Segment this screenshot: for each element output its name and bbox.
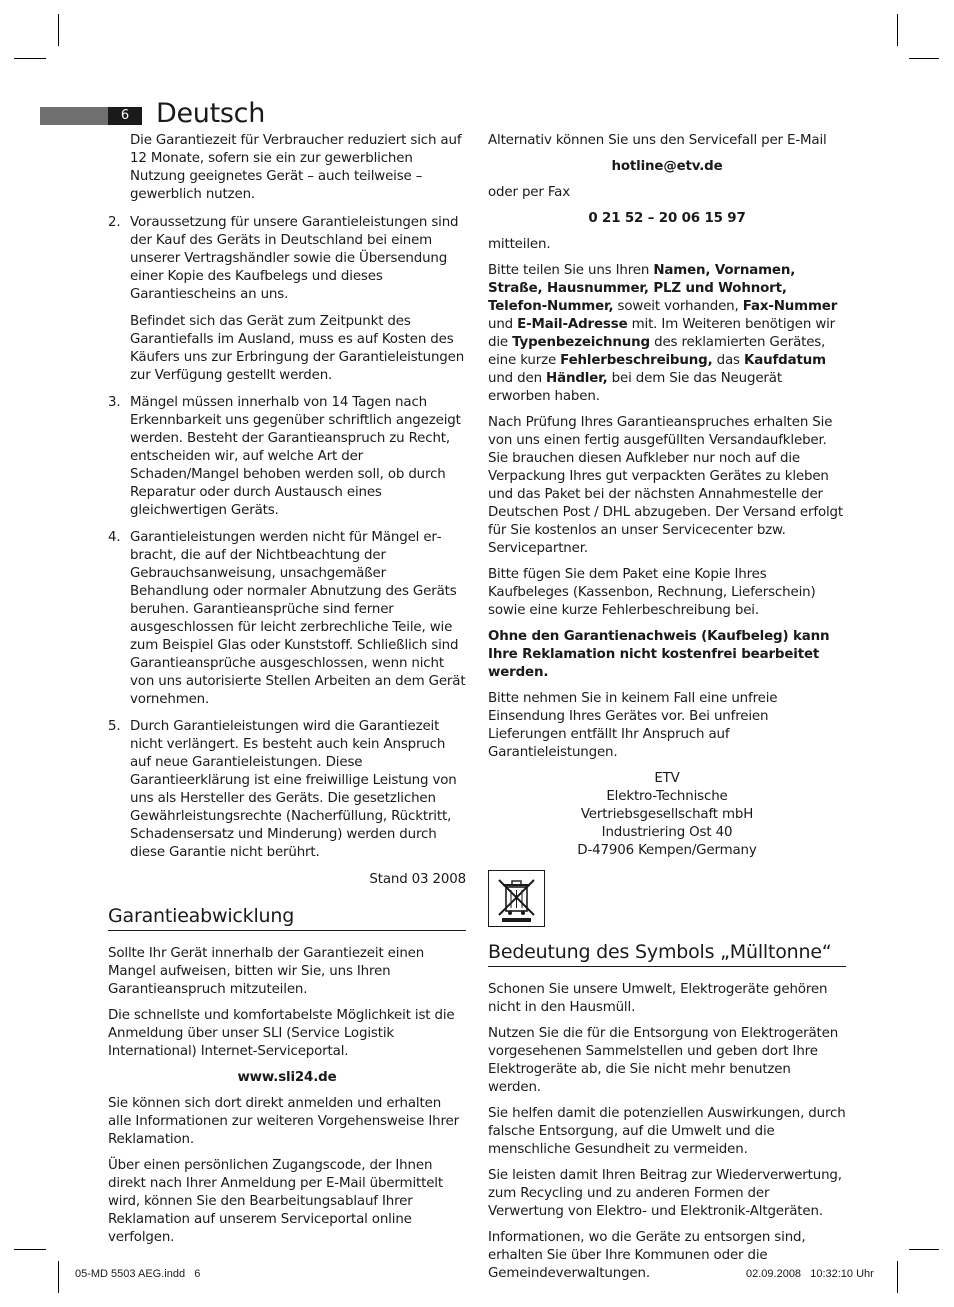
paragraph: Informationen, wo die Geräte zu entsorgen sind, erhalten Sie über Ihre Kommunen oder die Gemeindeverwaltungen.: [488, 1230, 806, 1281]
paragraph: Sie leisten damit Ihren Beitrag zur Wiederverwertung, zum Recycling und zu anderen Formen der Verwertung von Elektro- und Elektronik-Altgeräten.: [488, 1168, 842, 1219]
paragraph: Sie können sich dort direkt anmelden und erhalten alle Informationen zur weiteren Vorgehensweise Ihrer Reklamation.: [108, 1096, 459, 1147]
list-paragraph: Befindet sich das Gerät zum Zeitpunkt des Garantiefalls im Ausland, muss es auf Kosten des Käufers uns zur Erbringung der Garantieleistungen zur Verfügung gestellt werden.: [130, 314, 465, 383]
section-title: Deutsch: [156, 98, 266, 129]
text-span: mit. Im Weiteren benötigen wir die: [488, 317, 836, 350]
bold-span: Fehlerbeschreibung,: [560, 353, 713, 368]
list-paragraph: Mängel müssen innerhalb von 14 Tagen nach Erkennbarkeit uns gegenüber schriftlich angezeigt werden. Besteht der Garantieanspruch zu Recht, entscheiden wir, auf welche Art der Schaden/Mangel behoben werden soll, ob durch Reparatur oder durch Austausch eines gleichwertigen Geräts.: [130, 395, 461, 518]
crop-mark: [897, 1261, 898, 1293]
crop-mark: [58, 14, 59, 46]
text-span: des reklamierten Gerätes, eine kurze: [488, 335, 826, 368]
heading-garantieabwicklung: Garantieabwicklung: [108, 903, 466, 931]
address-line: D-47906 Kempen/Germany: [577, 843, 757, 858]
text-span: das: [712, 353, 744, 368]
hotline-email: hotline@etv.de: [611, 159, 723, 174]
crop-mark: [58, 1261, 59, 1293]
list-number: 4.: [108, 530, 121, 545]
crop-mark: [909, 1249, 939, 1250]
list-paragraph: Voraussetzung für unsere Garantieleistungen sind der Kauf des Geräts in Deutschland bei einem unserer Vertragshändler sowie die Übersendung einer Kopie des Kaufbelegs und dieses Garantiescheins an uns.: [130, 215, 459, 302]
paragraph: mitteilen.: [488, 237, 551, 252]
right-column: [488, 132, 846, 1291]
list-item: [108, 214, 466, 385]
bold-span: Namen, Vornamen, Straße, Hausnummer, PLZ und Wohnort, Telefon-Nummer,: [488, 263, 796, 314]
paragraph: oder per Fax: [488, 185, 570, 200]
paragraph: Alternativ können Sie uns den Servicefall per E-Mail: [488, 133, 827, 148]
crop-mark: [14, 1249, 46, 1250]
list-number: 2.: [108, 215, 121, 230]
paragraph: Sollte Ihr Gerät innerhalb der Garantiezeit einen Mangel aufweisen, bitten wir Sie, uns Ihren Garantieanspruch mitzuteilen.: [108, 946, 425, 997]
text-span: und den: [488, 371, 547, 386]
paragraph: Die schnellste und komfortabelste Möglichkeit ist die Anmeldung über unser SLI (Service Logistik International) Internet-Serviceportal.: [108, 1008, 455, 1059]
list-item: [108, 529, 466, 709]
list-number: 3.: [108, 395, 121, 410]
address-line: Elektro-Technische: [606, 789, 728, 804]
service-url: www.sli24.de: [237, 1070, 337, 1085]
paragraph: Nach Prüfung Ihres Garantieanspruches erhalten Sie von uns einen fertig ausgefüllten Versandaufkleber. Sie brauchen diesen Aufkleber nur noch auf die Verpackung Ihres gut verpackten Gerätes zu kleben und das Paket bei der nächsten Annahmestelle der Deutschen Post / DHL abzugeben. Der Versand erfolgt für Sie kostenlos an unser Servicecenter bzw. Servicepartner.: [488, 415, 844, 556]
stand-date: Stand 03 2008: [369, 872, 466, 887]
page-number: 6: [108, 107, 142, 125]
list-item: [108, 394, 466, 520]
crop-mark: [897, 14, 898, 46]
bold-span: E-Mail-Adresse: [517, 317, 628, 332]
crop-mark: [909, 58, 939, 59]
intro-paragraph: Die Garantiezeit für Verbraucher reduziert sich auf 12 Monate, sofern sie ein zur gewerblichen Nutzung geeignetes Gerät – auch teilweise – gewerblich nutzen.: [130, 133, 462, 202]
text-span: und: [488, 317, 518, 332]
heading-muelltonne: Bedeutung des Symbols „Mülltonne“: [488, 939, 846, 967]
weee-bin-icon: [488, 870, 545, 927]
paragraph: Nutzen Sie die für die Entsorgung von Elektrogeräten vorgesehenen Sammelstellen und geben dort Ihre Elektrogeräte ab, die Sie nicht mehr benutzen werden.: [488, 1026, 839, 1095]
paragraph: Bitte nehmen Sie in keinem Fall eine unfreie Einsendung Ihres Gerätes vor. Bei unfreien Lieferungen entfällt Ihr Anspruch auf Garantieleistungen.: [488, 691, 778, 760]
crop-mark: [14, 58, 46, 59]
paragraph: Bitte fügen Sie dem Paket eine Kopie Ihres Kaufbeleges (Kassenbon, Rechnung, Lieferschein) sowie eine kurze Fehlerbeschreibung bei.: [488, 567, 816, 618]
address-line: Industriering Ost 40: [601, 825, 733, 840]
text-span: soweit vorhanden,: [613, 299, 743, 314]
paragraph: Sie helfen damit die potenziellen Auswirkungen, durch falsche Entsorgung, auf die Umwelt und die menschliche Gesundheit zu vermeiden.: [488, 1106, 846, 1157]
list-item: [108, 718, 466, 862]
fax-number: 0 21 52 – 20 06 15 97: [588, 211, 746, 226]
paragraph: Schonen Sie unsere Umwelt, Elektrogeräte gehören nicht in den Hausmüll.: [488, 982, 828, 1015]
crossed-bin-icon: [489, 871, 544, 926]
list-number: 5.: [108, 719, 121, 734]
header-bar: [40, 107, 108, 125]
bold-span: Händler,: [546, 371, 608, 386]
left-column: [108, 132, 466, 1255]
text-span: bei dem Sie das Neugerät erworben haben.: [488, 371, 782, 404]
bold-span: Typenbezeichnung: [512, 335, 650, 350]
footer-filename: 05-MD 5503 AEG.indd 6: [75, 1268, 201, 1280]
footer-datetime: 02.09.2008 10:32:10 Uhr: [746, 1268, 874, 1280]
bold-span: Kaufdatum: [743, 353, 826, 368]
paragraph: Über einen persönlichen Zugangscode, der Ihnen direkt nach Ihrer Anmeldung per E-Mail übermittelt wird, können Sie den Bearbeitungsablauf Ihrer Reklamation auf unserem Serviceportal online verfolgen.: [108, 1158, 443, 1245]
list-paragraph: Durch Garantieleistungen wird die Garantiezeit nicht verlängert. Es besteht auch kein Anspruch auf neue Garantieleistungen. Diese Garantieerklärung ist eine freiwillige Leistung von uns als Hersteller des Geräts. Die gesetzlichen Gewährleistungsrechte (Nacherfüllung, Rücktritt, Schadensersatz und Minderung) werden durch diese Garantie nicht berührt.: [130, 719, 457, 860]
text-span: Bitte teilen Sie uns Ihren: [488, 263, 654, 278]
bold-span: Fax-Nummer: [742, 299, 838, 314]
address-line: ETV: [654, 771, 680, 786]
company-address: [488, 770, 846, 860]
list-paragraph: Garantieleistungen werden nicht für Mängel erbracht, die auf der Nichtbeachtung der Gebrauchsanweisung, unsachgemäßer Behandlung oder normaler Abnutzung des Geräts beruhen. Garantieansprüche sind ferner ausgeschlossen für leicht zerbrechliche Teile, wie zum Beispiel Glas oder Kunststoff. Schließlich sind Garantieansprüche ausgeschlossen, wenn nicht von uns autorisierte Stellen Arbeiten an dem Gerät vornehmen.: [130, 530, 466, 707]
required-data-paragraph: [488, 262, 846, 406]
address-line: Vertriebsgesellschaft mbH: [580, 807, 754, 822]
bold-notice: Ohne den Garantienachweis (Kaufbeleg) kann Ihre Reklamation nicht kostenfrei bearbeitet werden.: [488, 629, 830, 680]
